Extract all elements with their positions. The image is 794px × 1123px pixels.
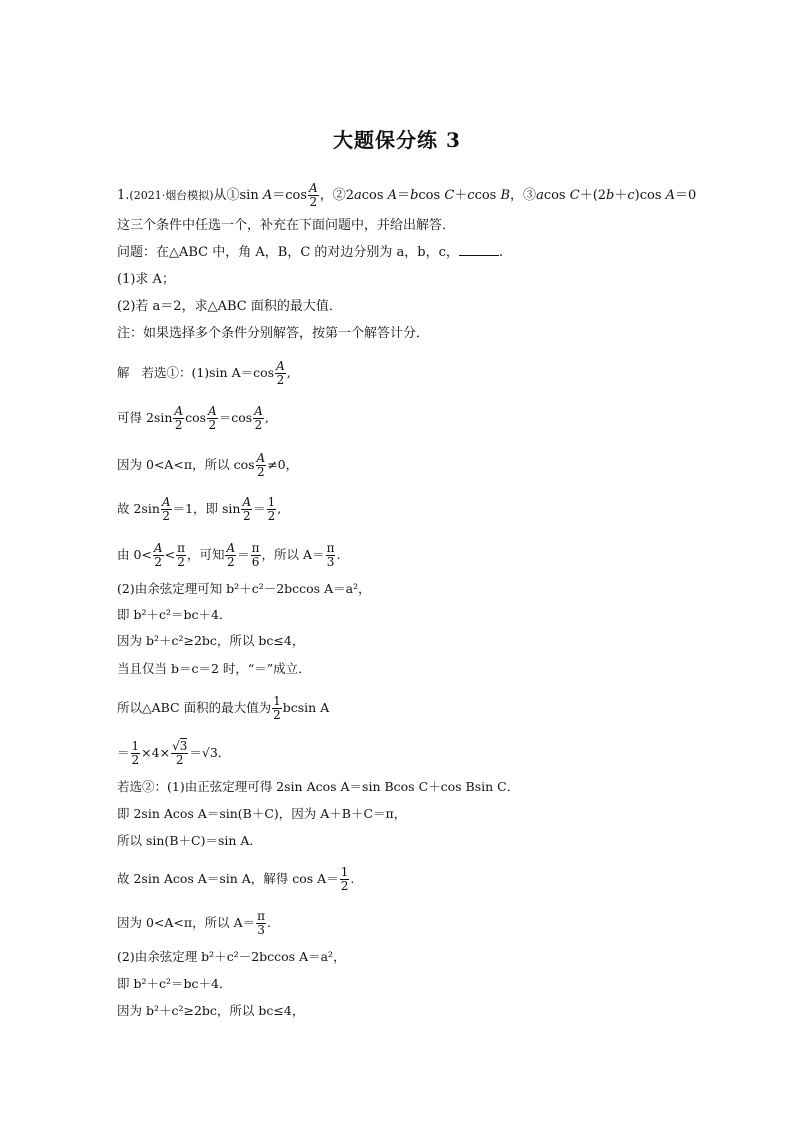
fraction: $\frac{A}{2}$ (174, 404, 184, 432)
problem-line-1: 1.(2021·烟台模拟)从①sin A＝cos $\frac{A}{2}$ ，②2acos A＝bcos C＋ccos B，③acos C＋(2b＋c)cos A＝0 (117, 181, 697, 209)
problem-number: 1. (117, 188, 130, 203)
fraction: $\frac{\pi}{3}$ (257, 909, 266, 937)
fraction: $\frac{1}{2}$ (267, 495, 276, 523)
solution-line-6: (2)由余弦定理可知 b²＋c²－2bccos A＝a²， (117, 581, 371, 596)
problem-part2: (2)若 a＝2，求△ABC 面积的最大值． (117, 299, 342, 314)
solution-line-2: 可得 2sin $\frac{A}{2}$ cos $\frac{A}{2}$ ＝cos $\frac{A}{2}$ , (117, 404, 269, 432)
solution-text: ＝1，即 sin (172, 501, 241, 516)
solution-line-13: 即 2sin Acos A＝sin(B＋C)，因为 A＋B＋C＝π， (117, 806, 407, 821)
solution-text: 故 2sin (117, 501, 160, 516)
solution-line-1: 解 若选①：(1)sin A＝cos $\frac{A}{2}$ , (117, 359, 291, 387)
fraction: $\frac{A}{2}$ (161, 495, 171, 523)
answer-blank (459, 243, 499, 256)
solution-text: 可得 2sin (117, 410, 173, 425)
fraction: $\frac{A}{2}$ (254, 404, 263, 432)
solution-line-8: 因为 b²＋c²≥2bc，所以 bc≤4， (117, 633, 305, 648)
solution-text: ，所以 A＝ (261, 547, 325, 562)
problem-source: (2021·烟台模拟) (129, 189, 214, 202)
fraction: $\frac{A}{2}$ (276, 359, 285, 387)
problem-question: 问题：在△ABC 中，角 A，B，C 的对边分别为 a，b，c， . (117, 245, 504, 260)
solution-line-16: 因为 0<A<π，所以 A＝ $\frac{\pi}{3}$ . (117, 909, 271, 937)
solution-line-3 (117, 452, 298, 479)
solution-label: 解 (117, 365, 130, 380)
solution-text: ，可知 (186, 547, 225, 562)
solution-text: bcsin A (282, 700, 330, 715)
fraction: $\frac{A}{2}$ (242, 495, 252, 523)
problem-note: 注：如果选择多个条件分别解答，按第一个解答计分． (117, 326, 430, 341)
fraction: $\frac{A}{2}$ (256, 451, 266, 479)
solution-line-19: 因为 b²＋c²≥2bc，所以 bc≤4， (117, 1003, 305, 1018)
fraction: $\frac{1}{2}$ (340, 865, 349, 893)
fraction: $\frac{\pi}{3}$ (326, 541, 335, 569)
solution-line-12: 若选②：(1)由正弦定理可得 2sin Acos A＝sin Bcos C＋cos Bsin C． (117, 779, 520, 794)
solution-line-14: 所以 sin(B＋C)＝sin A． (117, 833, 262, 848)
solution-line-17: (2)由余弦定理 b²＋c²－2bccos A＝a²， (117, 949, 346, 964)
solution-line-5: 由 0< $\frac{A}{2}$ < $\frac{\pi}{2}$ ，可知 $\frac{A}{2}$ ＝ $\frac{\pi}{6}$ ，所以 A＝ $\frac{\pi}{3}$ . (117, 541, 341, 569)
fraction: $\frac{√3}{2}$ (172, 739, 188, 767)
conditions-prefix: 从 (213, 188, 227, 203)
solution-text: ＝√3． (189, 745, 231, 760)
solution-text: ≠0， (267, 457, 299, 472)
fraction: $\frac{A}{2}$ (153, 541, 163, 569)
solution-line-11: ＝ $\frac{1}{2}$ ×4× $\frac{√3}{2}$ ＝√3． (117, 739, 231, 767)
fraction: $\frac{1}{2}$ (273, 694, 281, 722)
solution-line-15: 故 2sin Acos A＝sin A，解得 cos A＝ $\frac{1}{2}$ . (117, 865, 355, 893)
solution-text: 故 2sin Acos A＝sin A，解得 cos A＝ (117, 871, 339, 886)
fraction: $\frac{\pi}{6}$ (251, 541, 260, 569)
fraction: $\frac{A}{2}$ (208, 404, 217, 432)
solution-text: 若选①：(1)sin A＝cos (141, 365, 275, 380)
page-title: 大题保分练 3 (333, 128, 461, 152)
solution-line-4: 故 2sin $\frac{A}{2}$ ＝1，即 sin $\frac{A}{2}$ ＝ $\frac{1}{2}$ , (117, 495, 282, 523)
fraction: $\frac{1}{2}$ (131, 739, 140, 767)
solution-line-9: 当且仅当 b＝c＝2 时，“＝”成立． (117, 661, 311, 676)
solution-text: 所以△ABC 面积的最大值为 (117, 700, 272, 715)
fraction: $\frac{A}{2}$ (226, 541, 236, 569)
fraction: $\frac{\pi}{2}$ (177, 541, 185, 569)
solution-line-10 (117, 695, 329, 722)
solution-line-18: 即 b²＋c²＝bc＋4． (117, 976, 232, 991)
solution-text: 由 0< (117, 547, 152, 562)
question-text: 问题：在△ABC 中，角 A，B，C 的对边分别为 a，b，c， (117, 245, 459, 260)
problem-part1: (1)求 A； (117, 272, 175, 287)
solution-text: 因为 0<A<π，所以 cos (117, 457, 255, 472)
solution-text: 因为 0<A<π，所以 A＝ (117, 915, 256, 930)
problem-line-2: 这三个条件中任选一个，补充在下面问题中，并给出解答． (117, 218, 456, 233)
fraction: $\frac{A}{2}$ (309, 181, 318, 209)
solution-line-7: 即 b²＋c²＝bc＋4． (117, 607, 232, 622)
